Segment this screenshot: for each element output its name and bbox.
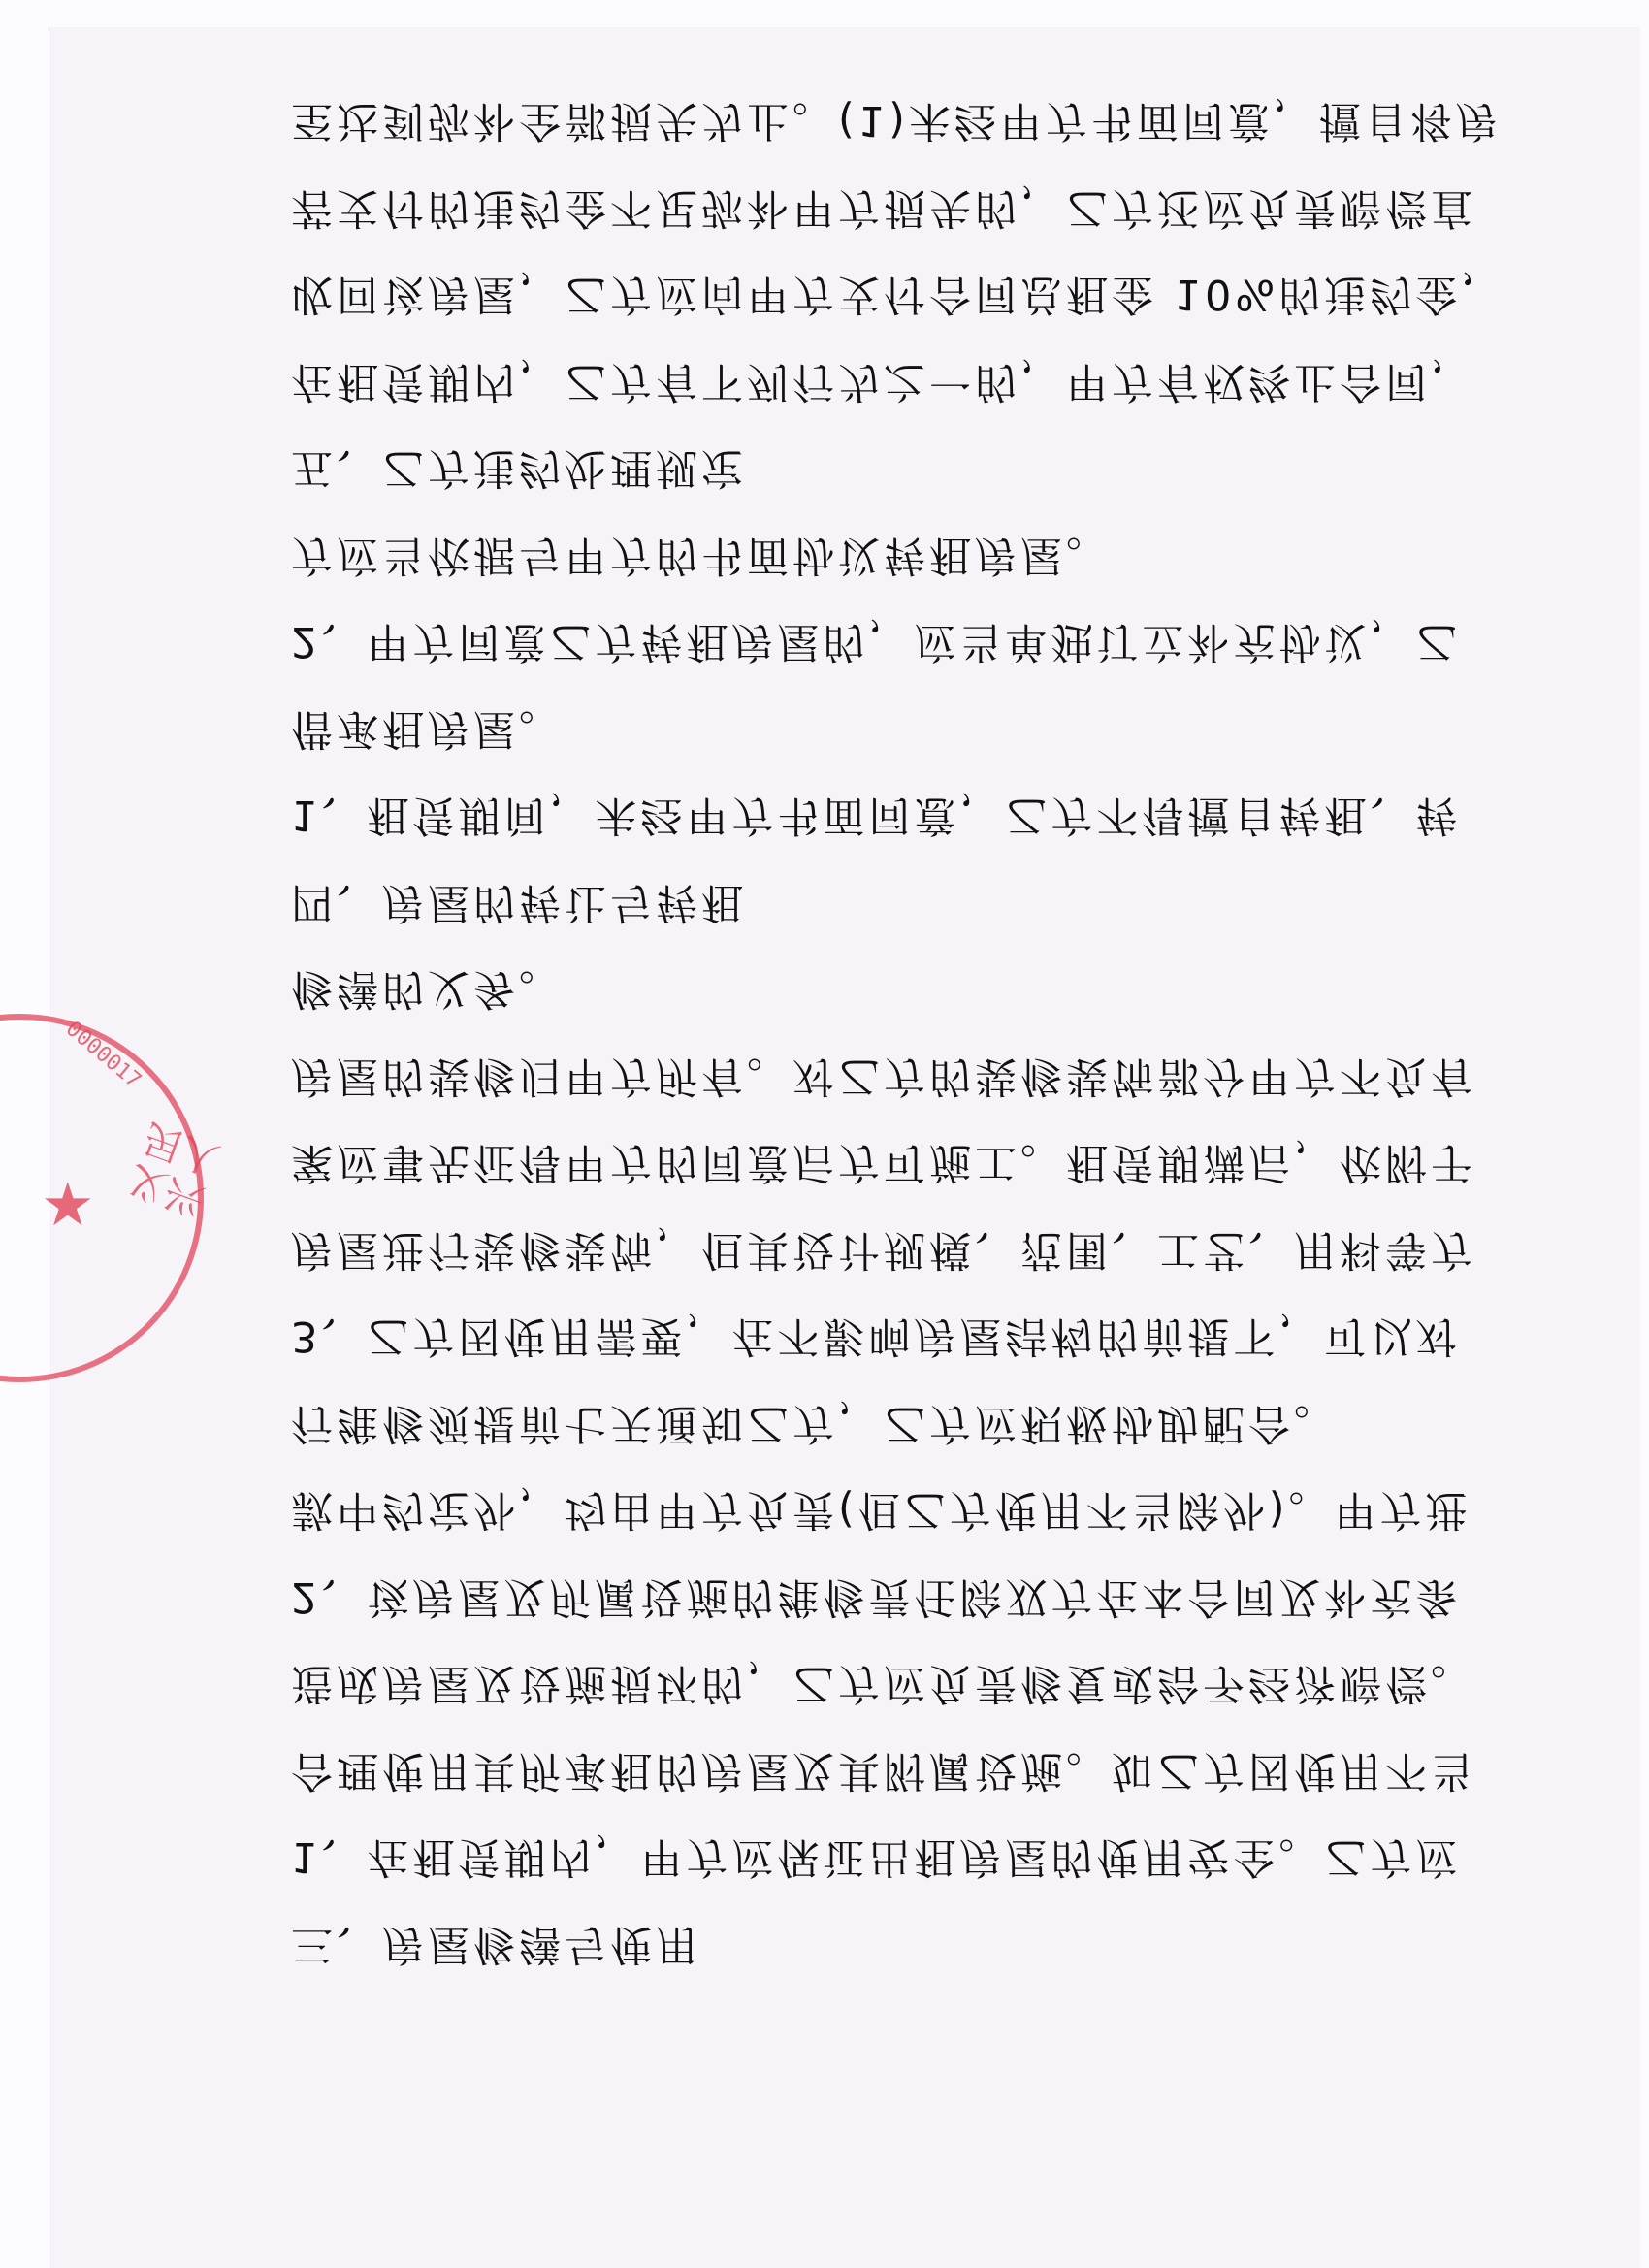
contract-text bbox=[291, 77, 1507, 1987]
text-line: 合理使用其所承租的房屋及其附属设施。如乙方因使用不当 bbox=[291, 1746, 1476, 1795]
section-heading-breach: 五、乙方违约处理规定 bbox=[291, 443, 747, 493]
text-line: 款中约定外，均由甲方负责(但乙方使用不当除外)。甲方进 bbox=[291, 1485, 1471, 1535]
official-seal bbox=[19, 1014, 226, 1382]
text-line: 修缮的义务。 bbox=[291, 964, 565, 1014]
seal-text: 兴义人民 bbox=[121, 1114, 226, 1225]
text-line: 方应当依据与甲方的书面协议转租房屋。 bbox=[291, 531, 1112, 579]
section-heading-repair: 三、房屋修缮与使用 bbox=[291, 1920, 701, 1968]
text-line: 1、在租赁期内，甲方应保证出租房屋的使用安全。乙方应 bbox=[291, 1832, 1462, 1882]
text-line: 1、租赁期间，未经甲方书面同意，乙方不得擅自转租、转 bbox=[291, 791, 1462, 840]
text-line: 案应事先征得甲方的同意后方可施工。租赁期满后，依附于 bbox=[291, 1138, 1476, 1187]
text-line: 行维修须提前七天通知乙方，乙方应积极协助配合。 bbox=[291, 1399, 1340, 1447]
text-line: 2、该房屋及所属设施的维修责任除双方在本合同及补充条 bbox=[291, 1572, 1462, 1621]
text-line: 房屋的装修归甲方所有。对乙方的装修装饰部分甲方不负有 bbox=[291, 1052, 1476, 1100]
seal-number: 0000017 bbox=[60, 1017, 146, 1093]
text-line: 造成房屋及设施损坏的，乙方应负责修复或给予经济赔偿。 bbox=[291, 1659, 1476, 1708]
text-line: 借承租房屋。 bbox=[291, 704, 565, 753]
text-line: 3、乙方因使用需要，在不影响房屋结构的前提下，可以对 bbox=[291, 1312, 1462, 1361]
text-line: 在租赁期内，乙方有下列行为之一的，甲方有权终止合同， bbox=[291, 357, 1476, 405]
text-line: 房屋进行装修装饰，但其设计规模、范围、工艺、用料等方 bbox=[291, 1225, 1476, 1274]
text-line: 收回该房屋，乙方应向甲方支付合同总租金 10%的违约金， bbox=[291, 270, 1507, 319]
text-line: 至达到弥补全部损失为止。(1)未经甲方书面同意，擅自将房 bbox=[291, 96, 1502, 146]
star-icon: ★ bbox=[41, 1169, 95, 1240]
text-line: 2、甲方同意乙方转租房屋的，应当单独订立补充协议，乙 bbox=[291, 617, 1462, 666]
text-line: 若支付的违约金不足弥补甲方损失的，乙方还应负责赔偿直 bbox=[291, 183, 1476, 232]
section-heading-transfer: 四、房屋的转让与转租 bbox=[291, 878, 747, 926]
